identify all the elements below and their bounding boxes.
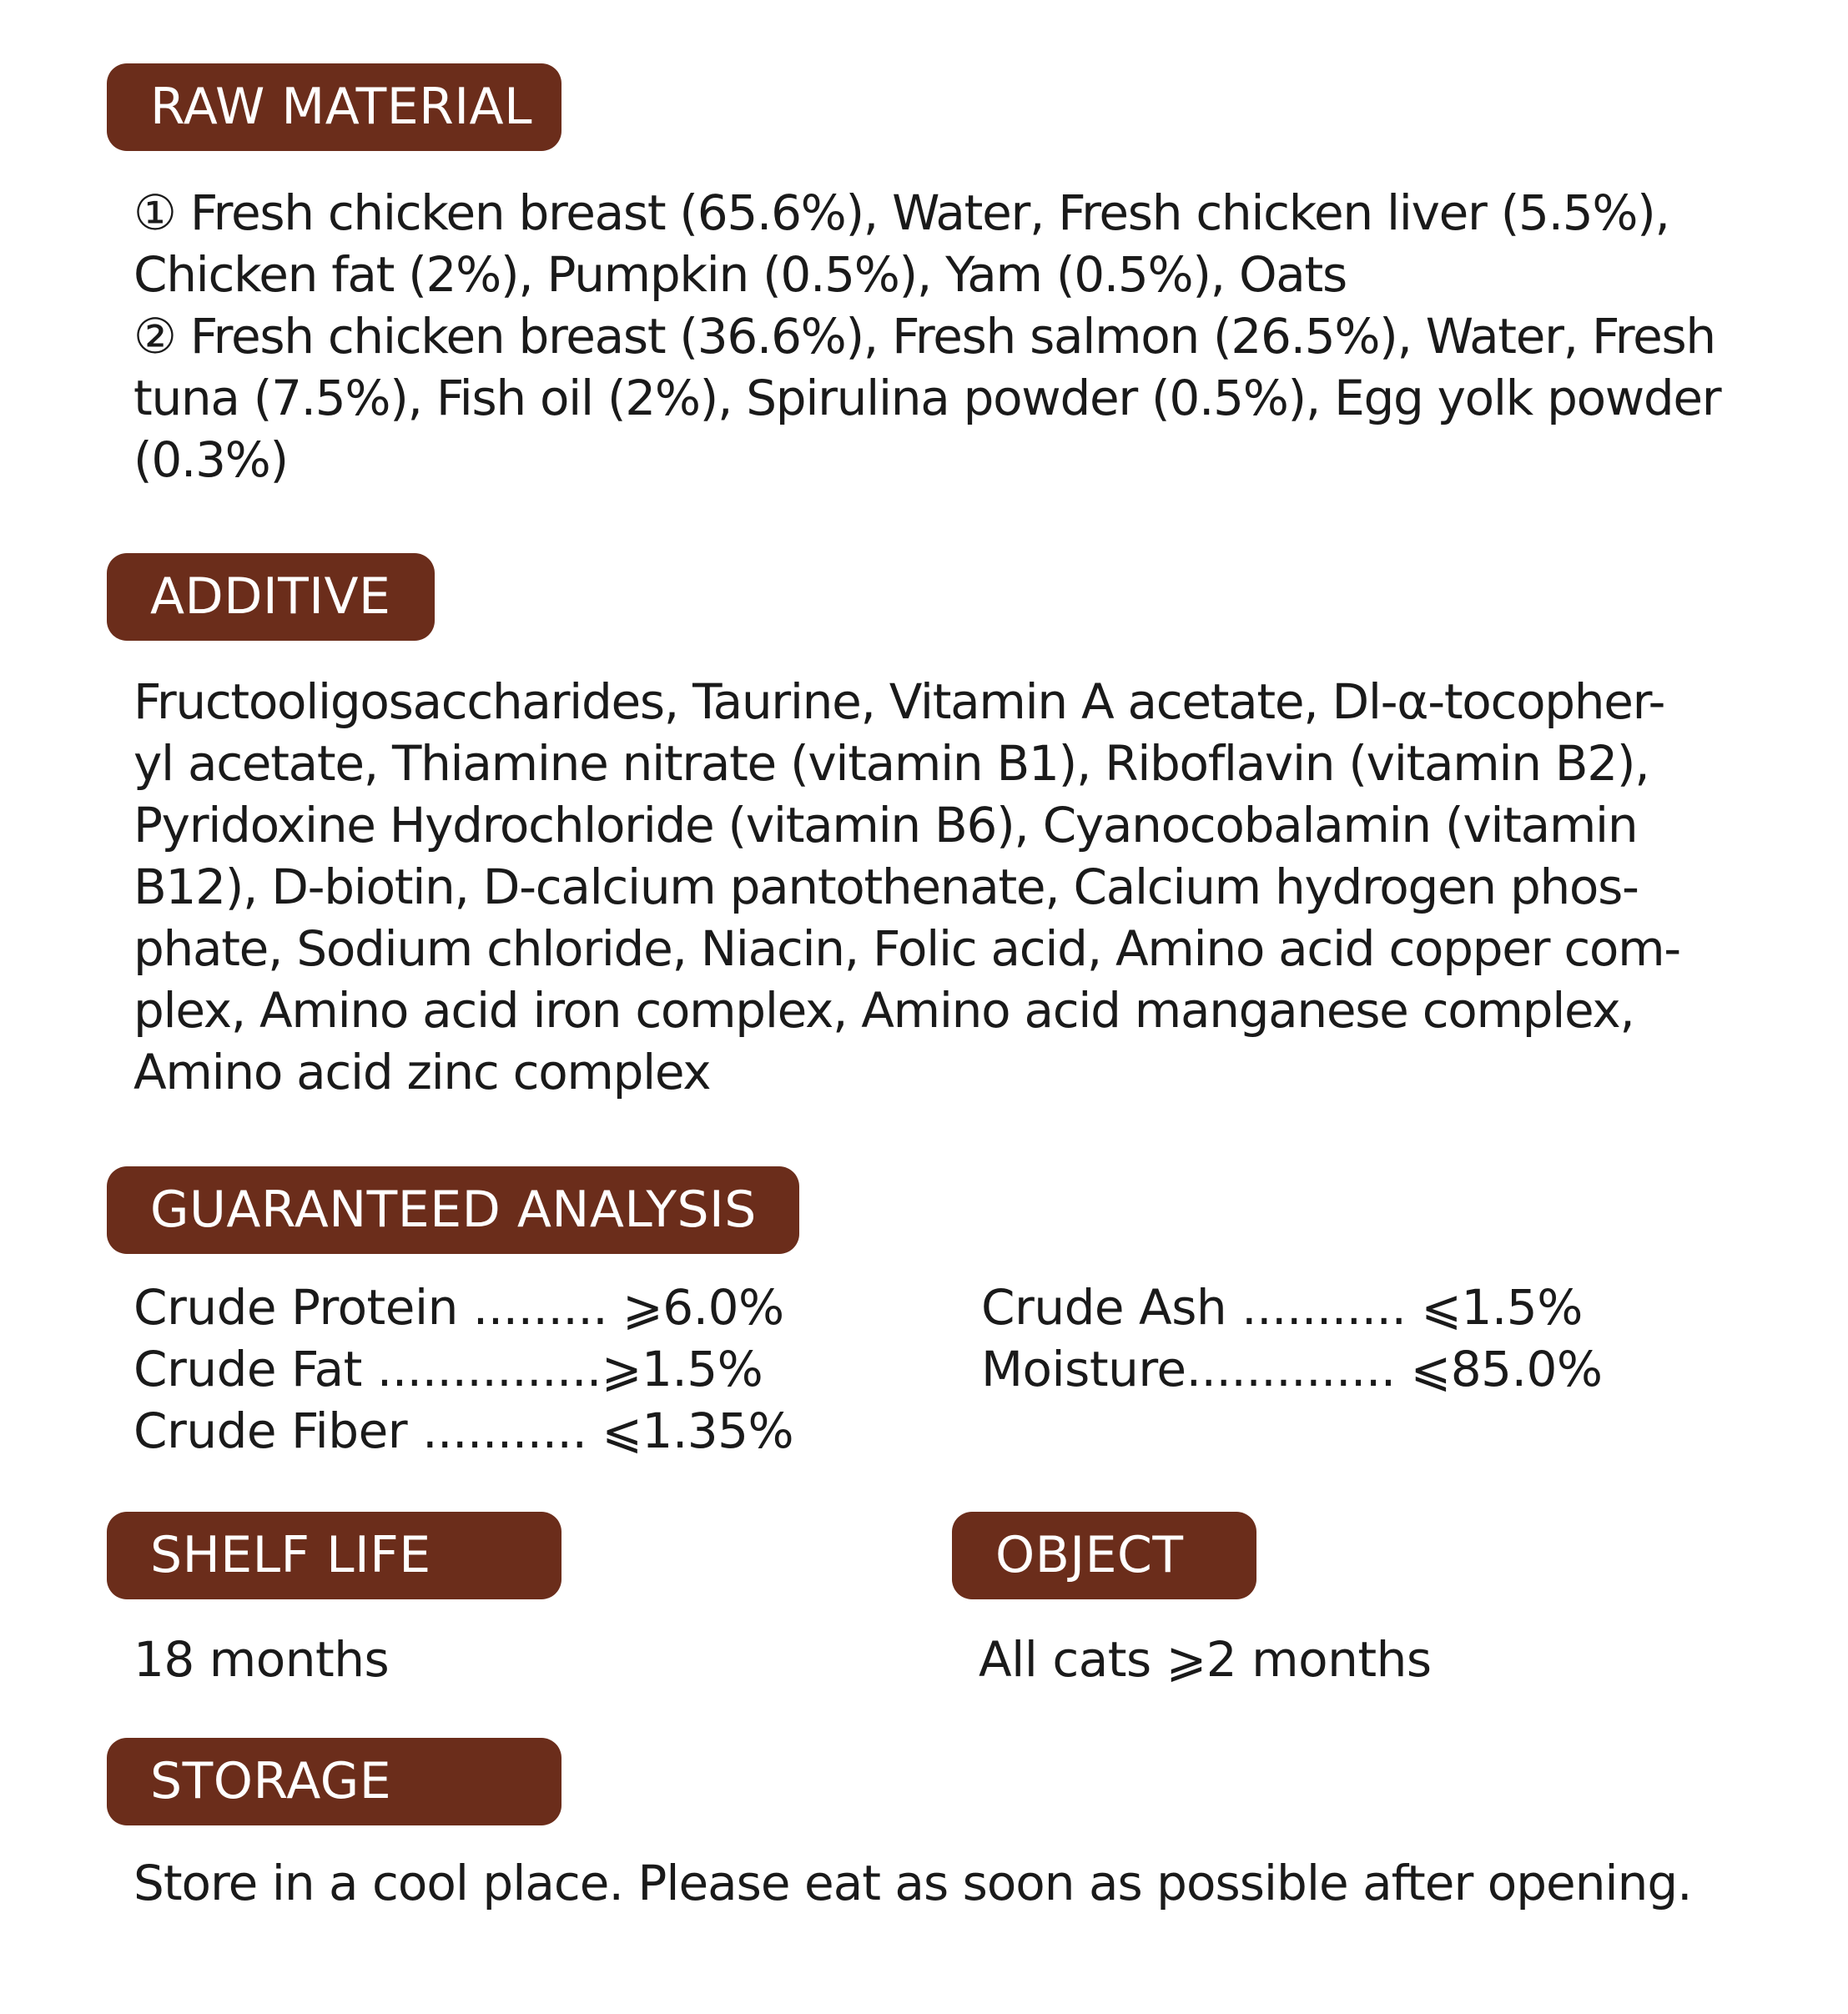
raw-material-line: tuna (7.5%), Fish oil (2%), Spirulina powder (0.5%), Egg yolk powder — [133, 370, 1721, 426]
additive-line: Amino acid zinc complex — [133, 1044, 711, 1100]
additive-heading: ADDITIVE — [107, 553, 435, 641]
additive-line: plex, Amino acid iron complex, Amino acid manganese complex, — [133, 982, 1634, 1039]
storage-heading: STORAGE — [107, 1738, 561, 1825]
additive-line: Pyridoxine Hydrochloride (vitamin B6), Cyanocobalamin (vitamin — [133, 797, 1638, 853]
analysis-row-crude-ash: Crude Ash ........... ⩽1.5% — [981, 1279, 1583, 1336]
raw-material-line: (0.3%) — [133, 431, 288, 488]
storage-value: Store in a cool place. Please eat as soon as possible after opening. — [133, 1855, 1692, 1911]
additive-line: B12), D-biotin, D-calcium pantothenate, Calcium hydrogen phos- — [133, 858, 1639, 915]
shelf-life-heading: SHELF LIFE — [107, 1512, 561, 1599]
additive-line: phate, Sodium chloride, Niacin, Folic acid, Amino acid copper com- — [133, 920, 1680, 977]
object-value: All cats ⩾2 months — [979, 1631, 1432, 1688]
analysis-row-moisture: Moisture.............. ⩽85.0% — [981, 1341, 1603, 1397]
raw-material-line: ① Fresh chicken breast (65.6%), Water, Fresh chicken liver (5.5%), — [133, 184, 1669, 241]
guaranteed-analysis-heading: GUARANTEED ANALYSIS — [107, 1166, 799, 1254]
shelf-life-value: 18 months — [133, 1631, 390, 1688]
object-heading: OBJECT — [952, 1512, 1256, 1599]
raw-material-heading: RAW MATERIAL — [107, 63, 561, 151]
raw-material-line: ② Fresh chicken breast (36.6%), Fresh salmon (26.5%), Water, Fresh — [133, 308, 1715, 365]
analysis-row-crude-fat: Crude Fat ...............⩾1.5% — [133, 1341, 763, 1397]
additive-line: Fructooligosaccharides, Taurine, Vitamin A acetate, Dl-α-tocopher- — [133, 673, 1665, 730]
analysis-row-crude-fiber: Crude Fiber ........... ⩽1.35% — [133, 1402, 794, 1459]
additive-line: yl acetate, Thiamine nitrate (vitamin B1), Riboflavin (vitamin B2), — [133, 735, 1649, 792]
analysis-row-crude-protein: Crude Protein ......... ⩾6.0% — [133, 1279, 784, 1336]
raw-material-line: Chicken fat (2%), Pumpkin (0.5%), Yam (0.5%), Oats — [133, 246, 1347, 303]
